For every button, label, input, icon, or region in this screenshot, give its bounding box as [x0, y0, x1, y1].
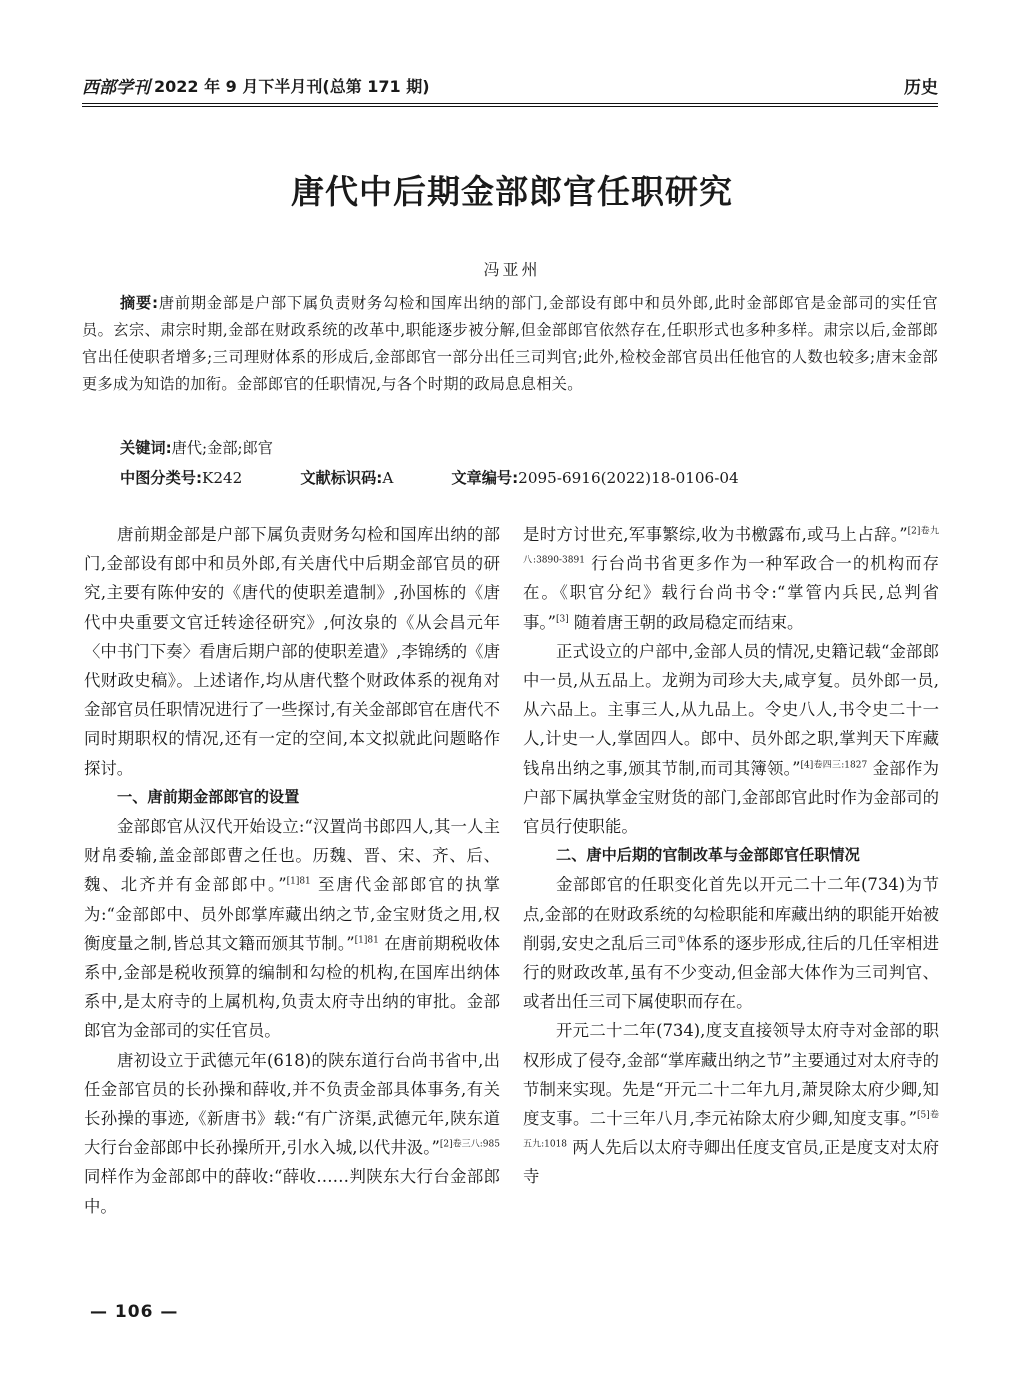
keywords-text: 唐代;金部;郎官	[171, 439, 273, 457]
text-run: 是时方讨世充,军事繁综,收为书檄露布,或马上占辞。”	[523, 525, 908, 544]
abstract-text: 唐前期金部是户部下属负责财务勾检和国库出纳的部门,金部设有郎中和员外郎,此时金部郎官是金部司的实任官员。玄宗、肃宗时期,金部在财政系统的改革中,职能逐步被分解,但金部郎官依然存在,任职形式也多种多样。肃宗以后,金部郎官出任使职者增多;三司理财体系的形成后,金部郎官一部分出任三司判官;此外,检校金部官员出任他官的人数也较多;唐末金部更多成为知诰的加衔。金部郎官的任职情况,与各个时期的政局息息相关。	[82, 294, 938, 393]
paragraph	[523, 637, 939, 841]
article-title: 唐代中后期金部郎官任职研究	[291, 172, 733, 211]
citation-ref: [5]卷五九:1018	[523, 1110, 939, 1150]
keywords	[120, 437, 273, 458]
text-run: 在唐前期税收体系中,金部是税收预算的编制和勾检的机构,在国库出纳体系中,是太府寺的上属机构,负责太府寺出纳的审批。金部郎官为金部司的实任官员。	[84, 933, 500, 1041]
citation-ref: [1]81	[286, 876, 311, 887]
doc-code-value: A	[382, 469, 394, 487]
header-left	[82, 73, 430, 98]
paragraph	[523, 520, 939, 637]
paragraph	[523, 870, 939, 1016]
body-column-left	[84, 520, 500, 1221]
article-number	[451, 467, 738, 488]
text-run: 行台尚书省更多作为一种军政合一的机构而存在。《职官分纪》载行台尚书令:“掌管内兵民,总判省事。”	[523, 554, 939, 632]
text-run: 至唐代金部郎官的执掌为:“金部郎中、员外郎掌库藏出纳之节,金宝财货之用,权衡度量之制,皆总其文籍而颁其节制。”	[84, 875, 500, 953]
clc-value: K242	[202, 469, 243, 487]
paragraph	[523, 1016, 939, 1191]
document-code	[300, 467, 393, 488]
citation-ref: [4]卷四三:1827	[800, 760, 868, 771]
text-run: 开元二十二年(734),度支直接领导太府寺对金部的职权形成了侵夺,金部“掌库藏出纳之节”主要通过对太府寺的节制来实现。先是“开元二十二年九月,萧炅除太府少卿,知度支事。二十三年八月,李元祐除太府少卿,知度支事。”	[523, 1021, 939, 1129]
article-meta	[120, 467, 797, 488]
clc-number	[120, 467, 242, 488]
text-run: 体系的逐步形成,往后的几任宰相进行的财政改革,虽有不少变动,但金部大体作为三司判官、或者出任三司下属使职而存在。	[523, 933, 939, 1012]
text-run: 金部郎官的任职变化首先以开元二十二年(734)为节点,金部的在财政系统的勾检职能和库藏出纳的职能开始被削弱,安史之乱后三司	[523, 875, 939, 953]
abstract-label: 摘要:	[120, 294, 159, 312]
citation-ref: [2]卷三八:985	[439, 1139, 500, 1150]
section-heading: 二、唐中后期的官制改革与金部郎官任职情况	[556, 846, 860, 865]
text-run: 唐初设立于武德元年(618)的陕东道行台尚书省中,出任金部官员的长孙操和薛收,并不负责金部具体事务,有关长孙操的事迹,《新唐书》载:“有广济渠,武德元年,陕东道大行台金部郎中长孙操所开,引水入城,以代井汲。”	[84, 1050, 500, 1158]
author-name: 冯亚州	[483, 260, 541, 279]
running-header	[82, 70, 938, 100]
text-run: 正式设立的户部中,金部人员的情况,史籍记载“金部郎中一员,从五品上。龙朔为司珍大夫,咸亨复。员外郎一员,从六品上。主事三人,从九品上。令史八人,书令史二十一人,计史一人,掌固四人。郎中、员外郎之职,掌判天下库藏钱帛出纳之事,颁其节制,而司其簿领。”	[523, 641, 939, 778]
citation-ref: [1]81	[354, 935, 379, 946]
page-number: — 106 —	[90, 1302, 179, 1322]
text-run: 两人先后以太府寺卿出任度支官员,正是度支对太府寺	[523, 1138, 940, 1187]
citation-ref: [3]	[555, 614, 569, 625]
keywords-label: 关键词:	[120, 439, 172, 457]
clc-label: 中图分类号:	[120, 469, 203, 487]
section-heading: 一、唐前期金部郎官的设置	[117, 787, 300, 806]
text-run: 同样作为金部郎中的薛收:“薛收……判陕东大行台金部郎中。	[84, 1167, 500, 1216]
footnote-ref: ①	[677, 935, 686, 946]
header-rule-thin	[82, 106, 938, 107]
header-rule	[82, 103, 938, 104]
article-no-label: 文章编号:	[451, 469, 519, 487]
text-run: 随着唐王朝的政局稳定而结束。	[568, 612, 804, 632]
text-run: 金部作为户部下属执掌金宝财货的部门,金部郎官此时作为金部司的官员行使职能。	[523, 758, 939, 837]
journal-logo: 西部学刊	[82, 77, 150, 98]
paragraph	[84, 812, 500, 1046]
abstract	[82, 290, 938, 398]
body-column-right	[523, 520, 939, 1192]
section-name: 历史	[904, 77, 938, 98]
citation-ref: [2]卷九八:3890-3891	[523, 526, 939, 566]
paragraph	[84, 1046, 500, 1221]
doc-code-label: 文献标识码:	[300, 469, 383, 487]
paragraph: 唐前期金部是户部下属负责财务勾检和国库出纳的部门,金部设有郎中和员外郎,有关唐代中后期金部官员的研究,主要有陈仲安的《唐代的使职差遣制》,孙国栋的《唐代中央重要文官迁转途径研究》,何汝泉的《从会昌元年〈中书门下奏〉看唐后期户部的使职差遣》,李锦绣的《唐代财政史稿》。上述诸作,均从唐代整个财政体系的视角对金部官员任职情况进行了一些探讨,有关金部郎官在唐代不同时期职权的情况,还有一定的空间,本文拟就此问题略作探讨。	[84, 525, 500, 778]
article-no-value: 2095-6916(2022)18-0106-04	[518, 469, 739, 487]
text-run: 金部郎官从汉代开始设立:“汉置尚书郎四人,其一人主财帛委输,盖金部郎曹之任也。历魏、晋、宋、齐、后、魏、北齐并有金部郎中。”	[84, 817, 500, 895]
issue-info: 2022 年 9 月下半月刊(总第 171 期)	[154, 76, 430, 96]
